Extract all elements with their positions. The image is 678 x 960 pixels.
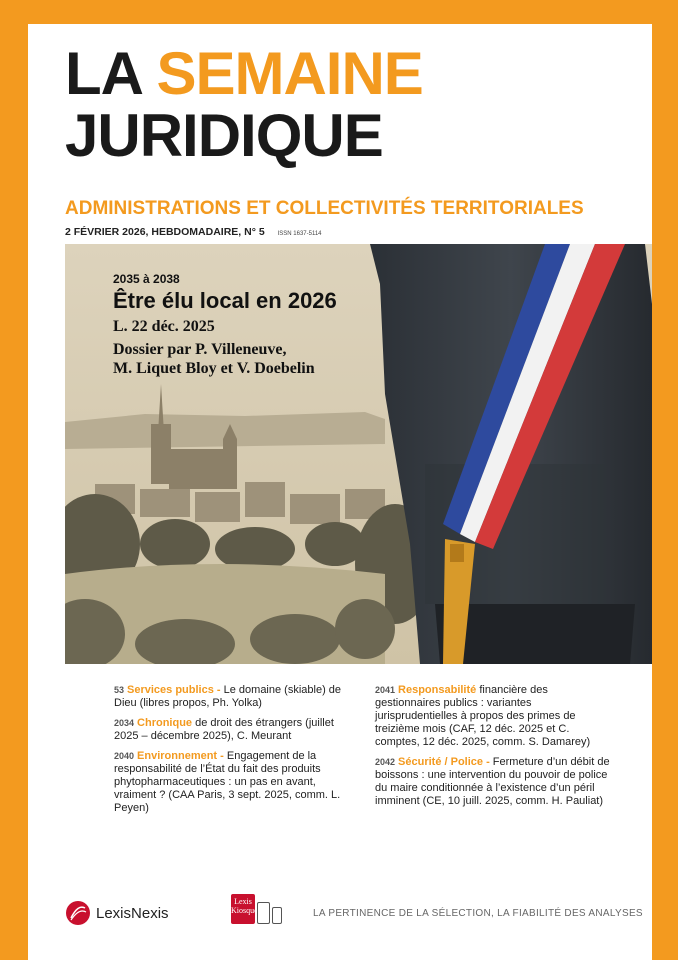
toc-number: 2041 bbox=[375, 685, 396, 695]
toc-right-column bbox=[375, 684, 615, 815]
publisher-name: LexisNexis bbox=[96, 904, 169, 922]
dossier-authors-2: M. Liquet Bloy et V. Doebelin bbox=[113, 360, 315, 377]
toc-item bbox=[375, 684, 615, 749]
journal-subtitle: ADMINISTRATIONS ET COLLECTIVITÉS TERRITORIALES bbox=[65, 198, 584, 219]
publisher-logo bbox=[65, 900, 169, 926]
masthead-juridique: JURIDIQUE bbox=[65, 102, 383, 169]
dossier-title: Être élu local en 2026 bbox=[113, 288, 337, 313]
lexis-kiosque bbox=[231, 894, 282, 924]
toc-item bbox=[114, 684, 354, 710]
toc-text: Engagement de la responsabilité de l’État du fait des produits phytopharmaceutiques : un pas en avant, vraiment ? (CAA Paris, 3 sept. 2025, comm. L. Peyen) bbox=[114, 750, 341, 814]
toc-text: Le domaine (skiable) de Dieu (libres propos, Ph. Yolka) bbox=[114, 684, 342, 709]
kiosque-badge-line-2: Kiosque bbox=[231, 906, 258, 915]
toc-heading: Environnement - bbox=[137, 750, 224, 762]
toc-left-column bbox=[114, 684, 354, 822]
toc-text: Fermeture d’un débit de boissons : une intervention du pouvoir de police du maire conditionnée à l’existence d’un péril imminent (CE, 10 juill. 2025, comm. H. Pauliat) bbox=[375, 756, 610, 807]
toc-item bbox=[114, 750, 354, 815]
masthead-la: LA bbox=[65, 40, 141, 107]
issn: ISSN 1637-5114 bbox=[277, 231, 322, 237]
toc-number: 2034 bbox=[114, 718, 135, 728]
issue-info bbox=[65, 226, 322, 238]
footer-tagline: LA PERTINENCE DE LA SÉLECTION, LA FIABILITÉ DES ANALYSES bbox=[313, 908, 643, 919]
toc-heading: Responsabilité bbox=[398, 684, 477, 696]
toc-number: 2040 bbox=[114, 751, 135, 761]
toc-number: 53 bbox=[114, 685, 125, 695]
kiosque-badge-line-1: Lexis bbox=[234, 897, 252, 906]
cover-illustration bbox=[65, 244, 652, 664]
toc-heading: Chronique bbox=[137, 717, 193, 729]
phone-icon bbox=[272, 907, 282, 924]
dossier-reference: L. 22 déc. 2025 bbox=[113, 318, 215, 335]
toc-number: 2042 bbox=[375, 757, 396, 767]
masthead-line-1 bbox=[65, 40, 423, 107]
toc-heading: Services publics - bbox=[127, 684, 221, 696]
dossier-block bbox=[113, 272, 337, 378]
lexisnexis-logo-icon bbox=[65, 900, 91, 926]
kiosque-badge bbox=[231, 894, 258, 924]
toc-item bbox=[114, 717, 354, 743]
dossier-numbers: 2035 à 2038 bbox=[113, 272, 180, 286]
dossier-authors-1: Dossier par P. Villeneuve, bbox=[113, 341, 287, 358]
toc-item bbox=[375, 756, 615, 808]
toc-heading: Sécurité / Police - bbox=[398, 756, 490, 768]
cover-sheet bbox=[28, 24, 652, 960]
masthead-semaine: SEMAINE bbox=[156, 40, 423, 107]
issue-date: 2 FÉVRIER 2026, HEBDOMADAIRE, N° 5 bbox=[65, 226, 265, 238]
toc-text: de droit des étrangers (juillet 2025 – décembre 2025), C. Meurant bbox=[114, 717, 334, 742]
toc-text: financière des gestionnaires publics : variantes jurisprudentielles à propos des primes de treizième mois (CAF, 12 déc. 2025 et C. comptes, 12 déc. 2025, comm. S. Damarey) bbox=[375, 684, 591, 748]
tablet-icon bbox=[257, 902, 270, 924]
